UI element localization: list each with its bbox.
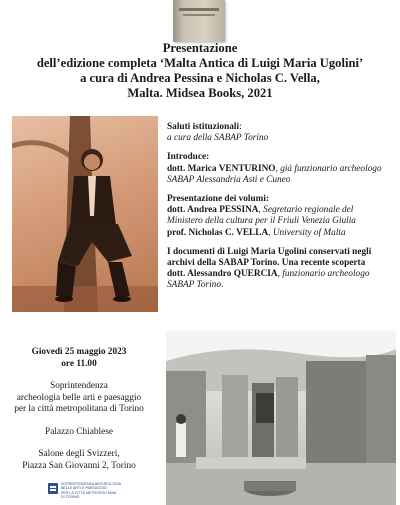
introduce-speaker-name: dott. Marica VENTURINO bbox=[167, 163, 276, 174]
portrait-photo bbox=[12, 116, 158, 312]
introduce-block bbox=[167, 152, 395, 186]
event-address: Piazza San Giovanni 2, Torino bbox=[22, 460, 136, 471]
portrait-illustration bbox=[12, 116, 158, 312]
title-line-3: a cura di Andrea Pessina e Nicholas C. Vella, bbox=[80, 71, 320, 85]
volumi-speaker2-role: , University of Malta bbox=[268, 227, 346, 238]
volumi-speaker1-name: dott. Andrea PESSINA bbox=[167, 205, 259, 216]
event-date: Giovedì 25 maggio 2023 bbox=[31, 347, 127, 357]
program-section bbox=[167, 122, 395, 300]
documenti-title-line1: I documenti di Luigi Maria Ugolini conservati negli bbox=[167, 246, 372, 257]
saluti-block bbox=[167, 122, 395, 144]
introduce-speaker-affiliation: SABAP Alessandria Asti e Cuneo bbox=[167, 174, 291, 185]
title-line-4: Malta. Midsea Books, 2021 bbox=[127, 86, 273, 100]
introduce-speaker-role: , già funzionario archeologo bbox=[275, 163, 382, 174]
book-cover-image bbox=[173, 0, 225, 42]
saluti-detail: a cura della SABAP Torino bbox=[167, 133, 269, 144]
event-time: ore 11.00 bbox=[61, 358, 97, 369]
introduce-label: Introduce: bbox=[167, 152, 210, 163]
volumi-block bbox=[167, 194, 395, 239]
documenti-block bbox=[167, 247, 395, 292]
saluti-colon: : bbox=[239, 122, 242, 132]
documenti-end: . bbox=[220, 280, 224, 291]
archaeological-site-photo bbox=[166, 331, 396, 505]
event-details bbox=[0, 347, 158, 472]
title-line-2: dell’edizione completa ‘Malta Antica di Luigi Maria Ugolini’ bbox=[36, 56, 364, 70]
documenti-speaker-affiliation: SABAP Torino bbox=[167, 280, 221, 291]
documenti-speaker-role: , funzionario archeologo bbox=[277, 269, 370, 280]
logo-text: SOPRINTENDENZA ARCHEOLOGIA BELLE ARTI E PAESAGGIO PER LA CITTÀ METROPOLITANA DI TORINO bbox=[61, 482, 122, 499]
event-venue: Palazzo Chiablese bbox=[45, 426, 113, 437]
documenti-title-line2: archivi della SABAP Torino. Una recente scoperta bbox=[167, 258, 366, 269]
volumi-speaker1-affiliation: Ministero della cultura per il Friuli Venezia Giulia bbox=[167, 216, 356, 227]
event-org-line1: Soprintendenza bbox=[50, 381, 108, 391]
ministry-emblem-icon bbox=[48, 483, 58, 494]
volumi-speaker1-role: , Segretario regionale del bbox=[258, 205, 354, 216]
event-org-line2: archeologia belle arti e paesaggio bbox=[16, 392, 142, 403]
page-title bbox=[0, 41, 400, 101]
sabap-logo bbox=[48, 482, 122, 499]
temple-ruins-illustration bbox=[166, 331, 396, 505]
event-org-line3: per la città metropolitana di Torino bbox=[14, 404, 144, 414]
saluti-label: Saluti istituzionali bbox=[167, 122, 240, 132]
documenti-speaker-name: dott. Alessandro QUERCIA bbox=[167, 269, 278, 280]
volumi-speaker2-name: prof. Nicholas C. VELLA bbox=[167, 227, 269, 238]
title-line-1: Presentazione bbox=[162, 41, 238, 55]
book-subtitle-decoration bbox=[183, 14, 215, 16]
book-title-decoration bbox=[179, 8, 219, 11]
event-room: Salone degli Svizzeri, bbox=[38, 449, 120, 459]
volumi-label: Presentazione dei volumi: bbox=[167, 194, 270, 205]
